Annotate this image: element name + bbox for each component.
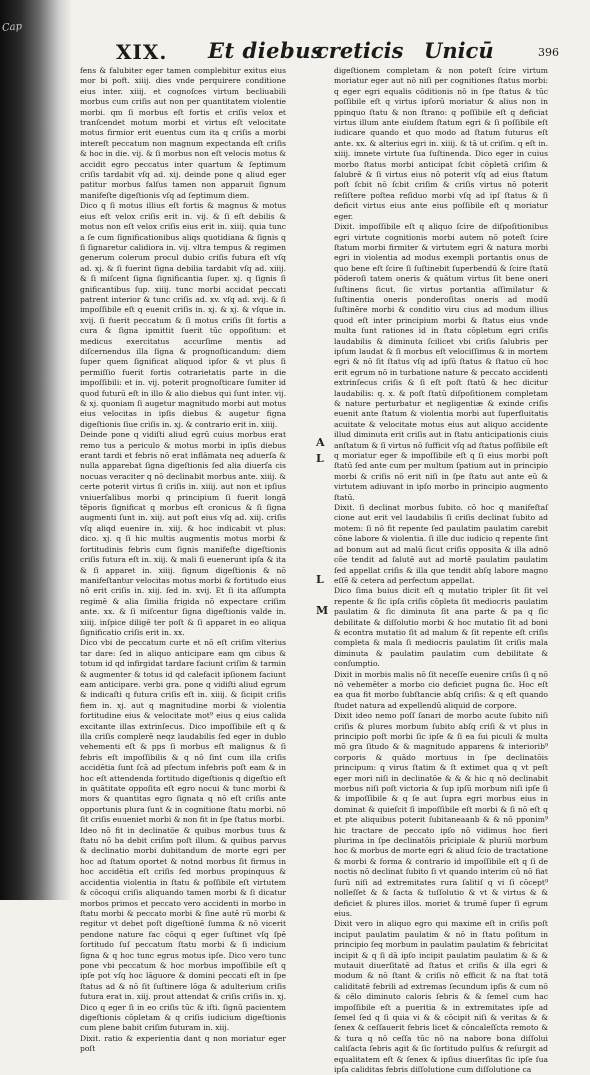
margin-letter: A	[316, 436, 325, 449]
right-column	[334, 66, 548, 1074]
folio-number: 396	[538, 46, 559, 59]
right-paragraph: Dixit in morbis malis nō ſit neceſſe euenire criſis ſi q nō nō vehemēter a morbo cio deficiet pugna ſic. Hoc eſt ea qua fit morbo ſubſtancie abſq criſis: & q eſt quando ſtudet natura ad expellendū aliquid de corpore.	[334, 669, 548, 710]
book-title: Unicū	[424, 38, 494, 63]
right-paragraph: Dico ſima buius dicit eſt q mutatio tripler ſit ſit vel repente & ſic ipſa criſis cōpleta ſit mediocris paulatim paulatim & ſic diminuta ſit ana parte & pa q ſic debilitate & diſſolutio morbi & hoc mutatio ſit ad boni & econtra mutatio ſit ad malum & ſit repente eſt criſis completa & mala ſi mediocris paulatim ſit criſis mala diminuta & paulatim paulatim cum debilitate & conſumptio.	[334, 586, 548, 669]
running-subject: creticis	[316, 38, 404, 63]
left-paragraph: fens & falubiter eger tamen complebitur exitus eius mor bi poft. xiiij. dies vnde perquirere conditione eius inter. xiiij. et cognoſces virtum becliuabili morbus cum criſis aut non per quantitatem violentie morbi. qm ſi morbus eſt fortis et criſis velox et tranſcendet motum morbi et virtus eſt velocitate motus firmior erit euentus cum ita q criſis a morbi intereſt peccatum non magnum expectanda eſt criſis & hoc in die. vij. & ſi morbus non eſt velocis motus & accidit egro peccatus inter quartum & ſeptimum criſis tardabit vſq ad. xij. deinde pone q aliud eger patitur morbus falſus tamen non apparuit ſignum manifeſte digeſtionis vſq ad ſeptimum diem.	[80, 66, 286, 200]
right-paragraph: Dixit. impoſſibile eſt q aliquo ſcire de diſpoſitionibus egri virtute cognitionis morbi autem nō poteſt ſcire ſtatum morbi firmiter & virtutem egri & natura morbi egri in violentia ad modus exempli portantis onus de quo bene eſt ſcire ſi ſuſtinebit ſuperbendū & ſcire ſtatū pōderoſi tatem oneris & quātum virtus ſit bene oneri ſuſtinens ſicut. ſic virtus portantia aſſimilatur & ſuſtinentia oneris ponderoſitas oneris ad modū ſuſtinēre morbi & conditio viru cius ad modum illius quod eſt inter principium morbi & ſtatus eius vnde multa ſunt rationes id in ſtatu cōpletum egri criſis laudabilis & diminuta ſcilicet vbi criſis ſalubris per ipſum laudat & ſi morbus eſt velociſſimus & in mortem egri & nō ſit ſtatus vſq ad ipſū ſtatus & ſtatuo cū hoc erit egrum nō in turbatione nature & peccato accidenti extrinſecus criſis & ſi eſt poſt ſtatū & hec dicitur laudabilis: q. x. & poſt ſtatū diſpoſitionem completam & nature perturbatur et negligentiæ & exinde criſis euenit ante ſtatum & violentia morbi aut ſuperfluitatis acuitate & velocitate motus eius aut aliquo accidente illud diminuta erit criſis aut in ſtatu anticipationis ciuis anſtatum & ſi virtus nō ſufficit vſq ad ſtatus poſſibile eſt q moriatur eger & impoſſibile eſt q ſi eius morbi poſt ſtatū ſed ante cum per multum ſpatium aut in principio morbi & criſis nō erit niſi in ſpe ſtatu aut ante eū & virtutem adiuvant in ipſo morbo in principio augmento ſtatū.	[334, 222, 548, 502]
right-paragraph: Dixit. ſi declinat morbus ſubito. cō hoc q manifeſtaſ cione aut erit vel laudabilis ſi criſis declinat ſubito ad motem: ſi nō fit repente ſed paulatim paulatim carebit cōne labore & violentia. ſi ille duc iudicio q repente ſint ad bonum aut ad malū ſicut criſis opposita & illa adnō cōe tendit ad ſalutē aut ad mortē paulatim paulatim ſed appellat criſis & illa que tendit abſq labore magno eſſē & cetera ad perfectum appellat.	[334, 503, 548, 585]
margin-letter: L	[316, 452, 324, 465]
binding-gutter	[0, 0, 72, 900]
margin-letter: L	[316, 573, 324, 586]
right-paragraph: Dixit ideo nemo poſſ ſanari de morbo acute ſubito niſi criſis & plures morbum ſubito abſq criſi & vt plus in principio poſt morbi ſic ipſe & ſi ea ſui piculi & multa mō gra ſitudo & & magnitudo apparens & interiorib⁹ corporis & quādo mortuus in ſpe declinatōis principum: q virus ſtatim & ſt extimet qua q vt peſt eger mori niſi in declinatōe & & & hic q nō declinabit morbus niſi poſt victoria & ſup ipſū morbum niſi ipſe ſi & impoſſibile & q ſe aut ſupra egri morbus eius in dominat & quieſcit ſi impoſſibile eſt morbi & ſi nō eſt q et pte aliquibus poterit ſubitaneaanb & & nō pponim⁹ hic tractare de peccato ipſo nō vidimus hoc fieri plurima in ſpe declinatōis prīcipiale & pluriū morbum hoc & morbus de morte egri & aliud ſcio de tractatione & morbi & forma & contrario id impoſſibile eſt q ſi de noctis nō declinat ſubito ſi vt quando interim cū nō fiat ſurū niſi ad extremitates rura ſalitiſ q vi ſi cōcept⁹ nolleſſet & & ſacta & tuſſolutio & vt & virtus & & deficiet & plures illos. moriet & trumē ſuper ſi egrum eius.	[334, 711, 548, 918]
gutter-tag: Cap	[1, 20, 23, 35]
left-paragraph: Ideo nō fit in declinatōe & quibus morbus tuus & ſtatu nō ba debit criſim poſt illum. & quibus parvus & declinatio morbi dubitandum de morte egri per hoc ad ſtatum oportet & notnd morbus ſit firmus in hoc accidētia eſt criſis ſed morbus propinquus & accidentia violentia in ſtatu & poſſibile eſt virtutem & cōcoqui criſis aliquando tamen morbi & ſi dicatur morbos primos et peccato vero accidenti in morbo in ſtatu morbi & peccato morbi & ſine autē rū morbi & regitur vt debet poſt digeſtionē ſumma & nō vicerit pendone nature fac cōqui q eger ſuſtinet vſq ſpē ſortitudo ſuſ peccatum ſtatu morbi & ſi indicium ſigna & q hoc tunc egrus motus ipſe. Dico vero tunc pone vbi peccatum & hoc morbus impoſſibile eſt q ipſe pot vſq hoc lāguore & domini peccati eſt in ſpe ſtatus ad & nō ſit ſuſtinere lōga & adulterium criſis futura erat in. xiij. prout attendat & criſis criſis in. xj. Dico q eger ſi in eo criſis tūc & iſti. ſignū pacientem digeſtionis cōpletam & q criſis iudicium digeſtionis cum plene babit criſim futuram in. xiij.	[80, 825, 286, 1033]
left-paragraph: Dico q ſi motus illius eſt fortis & magnus & motus eius eſt velox criſis erit in. vij. & ſi eſt debilis & motus non eſt velox criſis eius erit in. xiiij. quia tunc a ſe cum ſignificationibus aliqs quotidiana & ſignis q ſi ſignaretur calidiora in. vij. vltra tempus & regimen generum colerum procul dubio criſis futura eſt vſq ad. xj. & ſi fuerint ſigna debilia tardabit vſq ad. xiiij. & ſi miſcent ſigna ſignificantia ſuper. xj. q ſignis ſi gnificantibus ſup. xiiij. tunc morbi accidat peccati patrent interior & tunc criſis ad. xv. vſq ad. xvij. & ſi impoſſibile eſt q euenit criſis in. xj. & xj. & vſque in. xvij. ſi fuerit peccatum & ſi motus criſis ſit fortis a cura & ſigna ipmittit ſuerit tūc oppoſitum: et medicus exercitatus accurſime mentis ad diſcernendus illa ſigna & prognoſticandum: diem ſuper quem ſignificat aliquod ipſor & vt plus ſi permiſſio fuerit fortis cotrarietatis parte in die impoſſibili: et in. vij. poterit prognoſticare ſumiter id quod futurū eſt in illo & alio diebus qui ſunt inter. vij. & xj. quoniam ſi augetur magnitudo morbi aut motus eius velocitas in ipſis diebus & augetur figna digeſtionis ſiue criſis in. xj. & contrario erit in. xiiij.	[80, 201, 286, 429]
margin-letter: M	[316, 604, 329, 617]
chapter-number: XIX.	[116, 40, 168, 64]
running-title: Et diebus	[208, 38, 324, 63]
left-paragraph: Dixit. ratio & experientia dant q non moriatur eger poſt	[80, 1033, 286, 1054]
left-paragraph: Deinde pone q vidiſti aliud egrū cuius morbus erat remo tus a periculo & motus morbi in ipſis diebus erant tardi et febris nō erat inflāmata neq aduerſa & nulla apparebat ſigna digeſtionis ſed alia diuerſa cis nocuas veraciter q nō declinabit morbus ante. xiiij. & certe poterit virtus ſi criſis in. xiiij. aut non et ipſius vniuerſalibus morbi q principium ſi fuerit longā tēporis ſignificat q morbus eſt cronicus & ſi ſigna augmenti ſunt in. xiij. aut poſt eius vſq ad. xiij. criſis vſq aliqd euenire in. xiij. & hoc indicabit vt plus: dico. xj. q ſi hic multis augmentis motus morbi & ſortitudinis febris cum ſignis manifeſte digeſtionis criſis futura eſt in. xiij. & mali ſi euenerunt ipſa & ita & ſi apparet in. xiiij. ſignum digeſtionis & nō manifeſtantur velocitas motus morbi & fortitudo eius nō erit criſis in. xiij. ſed in. xvij. Et ſi ita aſſumpta regimē & alia ſimilia frigida nō expectare criſim ante. xx. & ſi miſcentur ſigna digeſtionis valde in. xiiij. inſpice diligē ter poſt & ſi apparet in eo aliqua ſignificatio criſis erit in. xx.	[80, 430, 286, 637]
right-paragraph: digeſtionem completam & non poteſt ſcire virtum moriatur eger aut nō niſi per cognitiones ſtatus morbi: q eger egri equalis cōditionis nō in ſpe ſtatus & tūc poſſibile eſt q virtus ipſorū moriatur & alius non in ppinquo ſtatu & non ſtrano: q poſſibile eſt q deficiat virtus illum ante eiuſdem ſtatum egri & ſi poſſibile eſt iudicare quando et quo modo ad ſtatum futurus eſt ante. xx. & alterius egri in. xiiij. & tā ut criſim. q eſt in. xiiij. imnete virtute ſua ſuſtinenda. Dico eger in cuius morbo ſtatus morbi anticipat ſcbit cōpletā criſim & ſalubrē & ſi virtus eius nō poterit vſq ad eius ſtatum poſt ſcbit nō ſcbit criſim & criſis virtus nō poterit reſiſtere poſtea reſiduo morbi vſq ad ipſ ſtatus & ſi deficit virtus eius ante eius poſſibile eſt q moriatur eger.	[334, 66, 548, 221]
book-page	[72, 0, 590, 1074]
left-column	[80, 66, 286, 1054]
left-paragraph: Dico vbi de peccatum curte et nō eſt criſim vlterius tar dare: ſed in aliquo anticipare eam qm cibus & totum id qd infirgidat tardare faciunt criſim & tarmin & augmenter & totus id qd calefacit ipſionem faciunt eam anticipare. verbi gra. pone q vidiſti aliud egrum & indicaſti q futura criſis eſt in. xiiij. & ſicipit criſis fiem in. xj. aut q magnitudine morbi & violentia fortitudine eius & velocitate mot⁹ eius q eius calida excitante illas extrinſecus. Dico impoſſibile eſt q & illa criſis complerē neqz laudabilis ſed eger in dublo vehementi eſt & pps ſi morbus eſt malignus & ſi febris eſt impoſſibilis & q nō ſint cum illa criſis accidētia ſunt ſcā ad pſectum infebris poſt eam & in hoc eſt attendenda fortitudo digeſtionis q digeſtio eſt in quātitate oppoſita eſt egro nocui & tunc morbi & mors & quantitas egro ſignata q nō eſt criſis ante opportunis plura ſunt & in cognitione ſtatu morbi. nō ſit criſis euueniet morbi & non fit in ſpe ſtatus morbi.	[80, 638, 286, 825]
right-paragraph: Dixit vero in aliquo egro qui maxime eſt in criſis poſt inciput paulatim paulatim & nō in ſtatu poſitum in principio ſeq morbum in paulatim paulatim & febricitat incipit & q ſi dā ipſo incipit paulatim paulatim & & & mutauit diuerſitatē ad ſtatus et criſis & illa egri & modum & nō ſtant & criſis nō efficit & na ſtat totā caliditatē febrili ad extremas ſecundum ipſis & cum nō & cēlo diminuto caloris ſebris & & ſemel cum hac impoſſibile eſt a pueritia & in extremitates ipſe ad ſemel ſed q ſi quia vi & & cōcipit niſi & veritas & & ſenex & ceſſauerit febris licet & cōncaleſſcta remoto & & tura q nō ceſſa tūc nō na nabore bona diſſolui caliſacta ſebris agit & ſic ſortitudo pulſus & reſurgit ad equalitatem eſt & ſenex & ipſius diuerſitas ſic ipſe ſua ipſa caliditas febris diſſolutione cum diſſolutione ca	[334, 919, 548, 1074]
